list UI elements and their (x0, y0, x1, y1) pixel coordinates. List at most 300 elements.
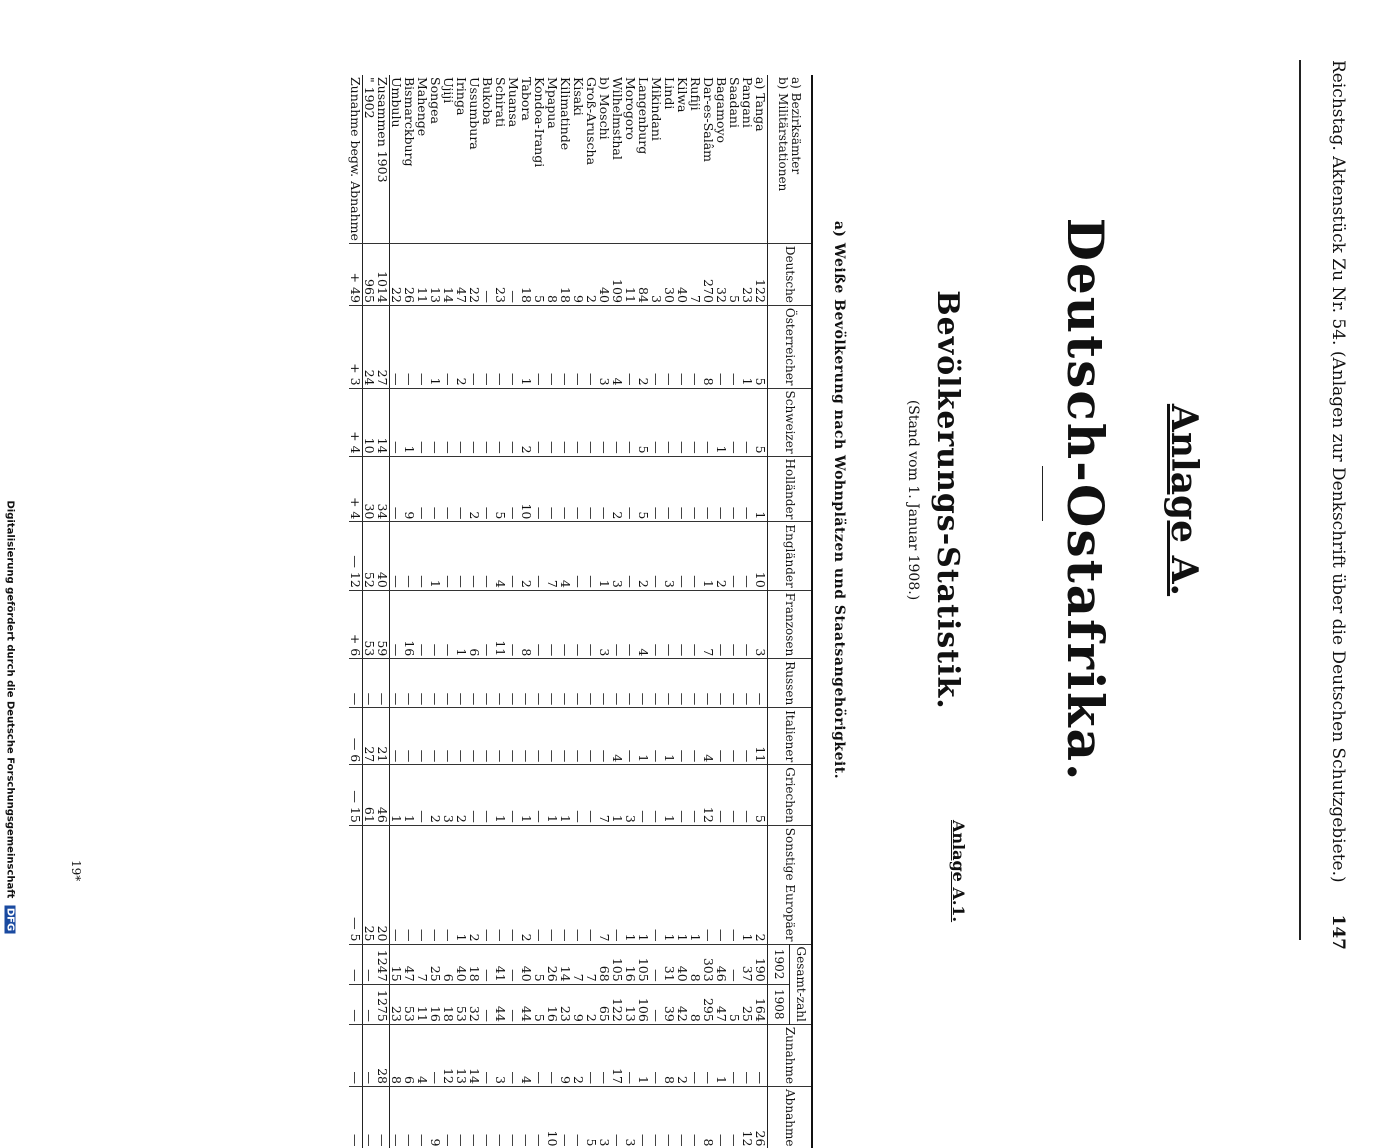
table-cell: — (572, 825, 585, 944)
table-cell: — (390, 456, 404, 522)
table-cell: 44 (494, 984, 507, 1024)
table-cell: — (572, 590, 585, 658)
table-cell: 7 (598, 825, 611, 944)
table-cell: 5 (637, 456, 650, 522)
table-cell: — (715, 305, 728, 388)
table-cell: 2 (429, 765, 442, 826)
table-cell: 40 (520, 944, 533, 984)
table-cell: 3 (442, 765, 455, 826)
table-cell: + 4 (349, 388, 363, 456)
table-cell: 2 (468, 456, 481, 522)
district-name: Saadani (728, 75, 741, 243)
table-cell: 3 (624, 1087, 637, 1148)
table-cell: 24 (363, 305, 377, 388)
table-cell: — (507, 522, 520, 590)
table-cell: — (572, 522, 585, 590)
table-cell: — (572, 708, 585, 765)
table-cell: — (507, 456, 520, 522)
table-cell: — (702, 388, 715, 456)
table-cell: — (637, 659, 650, 708)
table-cell: — (403, 305, 416, 388)
col-abnahme: Abnahme (768, 1087, 813, 1148)
anlage-a-title: Anlage A. (1163, 0, 1205, 1000)
table-cell: — (533, 456, 546, 522)
table-cell: — (455, 388, 468, 456)
district-name: b) Moschi (598, 75, 611, 243)
table-cell: — (676, 708, 689, 765)
table-cell: 1 (611, 765, 624, 826)
table-cell: 1 (663, 765, 676, 826)
table-cell: 53 (455, 984, 468, 1024)
district-name: Mahenge (416, 75, 429, 243)
table-cell: — (624, 1024, 637, 1086)
table-cell: 2 (676, 1024, 689, 1086)
table-cell: 1 (559, 765, 572, 826)
table-cell: — (741, 1024, 754, 1086)
table-cell: — (689, 1024, 702, 1086)
table-cell: — (507, 388, 520, 456)
table-cell: — (533, 388, 546, 456)
table-cell: — (507, 243, 520, 305)
table-row (533, 75, 546, 1148)
table-cell: — (494, 708, 507, 765)
table-cell: — (689, 305, 702, 388)
table-cell: — (546, 305, 559, 388)
table-cell: — (363, 1024, 377, 1086)
table-cell: 46 (715, 944, 728, 984)
table-row (611, 75, 624, 1148)
table-cell: — (663, 590, 676, 658)
table-cell: 12 (741, 1087, 754, 1148)
table-cell: — (741, 708, 754, 765)
table-row (520, 75, 533, 1148)
table-cell: — (429, 825, 442, 944)
table-cell: 13 (624, 984, 637, 1024)
header-rule (1299, 60, 1301, 940)
table-cell: 9 (572, 984, 585, 1024)
table-cell: 23 (494, 243, 507, 305)
table-cell: — (349, 1087, 363, 1148)
table-header-row (790, 75, 813, 1148)
table-cell: — (533, 825, 546, 944)
table-cell: — (689, 765, 702, 826)
table-cell: — (442, 590, 455, 658)
table-cell: 5 (728, 984, 741, 1024)
col-sonstige: Sonstige Europäer (768, 825, 813, 944)
table-cell: 7 (416, 944, 429, 984)
table-cell: — (455, 456, 468, 522)
table-cell: — (715, 708, 728, 765)
table-cell: — (390, 522, 404, 590)
table-cell: — (403, 659, 416, 708)
col-englaender: Engländer (768, 522, 813, 590)
table-cell: — (468, 659, 481, 708)
table-row (754, 75, 768, 1148)
district-name: Bismarckburg (403, 75, 416, 243)
table-cell: — (494, 388, 507, 456)
table-cell: — (728, 305, 741, 388)
table-cell: 8 (689, 944, 702, 984)
table-cell: 41 (494, 944, 507, 984)
district-name: Kilwa (676, 75, 689, 243)
table-cell: 13 (455, 1024, 468, 1086)
table-row (637, 75, 650, 1148)
district-name: Kilimatinde (559, 75, 572, 243)
table-row (559, 75, 572, 1148)
table-row (572, 75, 585, 1148)
table-cell: — (559, 590, 572, 658)
table-cell: 5 (754, 388, 768, 456)
table-cell: — (507, 1024, 520, 1086)
table-cell: 1247 (376, 944, 390, 984)
table-cell: 105 (637, 944, 650, 984)
table-cell: — (494, 1087, 507, 1148)
table-cell: 7 (689, 243, 702, 305)
table-cell: 32 (468, 984, 481, 1024)
table-cell: — (676, 590, 689, 658)
district-name: Lindi (663, 75, 676, 243)
table-cell: 1 (702, 522, 715, 590)
table-cell: — (507, 708, 520, 765)
table-cell: — (598, 659, 611, 708)
table-cell: 65 (598, 984, 611, 1024)
table-cell: — (559, 659, 572, 708)
table-cell: 40 (455, 944, 468, 984)
table-cell: 2 (520, 522, 533, 590)
table-cell: — (624, 388, 637, 456)
table-cell: 4 (416, 1024, 429, 1086)
table-row (376, 75, 390, 1148)
table-cell: — (416, 825, 429, 944)
table-cell: — (520, 1087, 533, 1148)
table-cell: 5 (533, 984, 546, 1024)
dfg-logo: DFG (5, 906, 16, 933)
table-cell: 9 (403, 456, 416, 522)
table-cell: — (481, 522, 494, 590)
table-cell: — (559, 708, 572, 765)
table-cell: 3 (624, 765, 637, 826)
table-cell: 22 (390, 243, 404, 305)
table-cell: 4 (559, 522, 572, 590)
table-cell: 40 (376, 522, 390, 590)
district-name: Wilhelmsthal (611, 75, 624, 243)
table-cell: — (585, 659, 598, 708)
table-cell: 68 (598, 944, 611, 984)
table-cell: — (390, 388, 404, 456)
table-cell: — (363, 659, 377, 708)
table-cell: — 5 (349, 825, 363, 944)
table-cell: — (585, 590, 598, 658)
table-cell: — (468, 708, 481, 765)
table-cell: 2 (611, 456, 624, 522)
table-cell: 9 (572, 243, 585, 305)
district-name: Langenburg (637, 75, 650, 243)
district-name: Rufiji (689, 75, 702, 243)
table-cell: 1 (624, 825, 637, 944)
table-cell: — (559, 305, 572, 388)
table-cell: 4 (611, 708, 624, 765)
table-cell: 5 (637, 388, 650, 456)
table-cell: — 12 (349, 522, 363, 590)
running-header-text: Reichstag. Aktenstück Zu Nr. 54. (Anlagen zur Denkschrift über die Deutschen Schutzgebiete.) (1328, 60, 1348, 883)
table-cell: 965 (363, 243, 377, 305)
table-cell: 16 (624, 944, 637, 984)
table-cell: 1 (741, 825, 754, 944)
table-cell: 44 (520, 984, 533, 1024)
table-cell: — (715, 765, 728, 826)
table-cell: — (650, 456, 663, 522)
table-cell: — (533, 659, 546, 708)
table-cell: — (559, 1087, 572, 1148)
table-row (715, 75, 728, 1148)
table-cell: 37 (741, 944, 754, 984)
col-griechen: Griechen (768, 765, 813, 826)
table-cell: — (416, 590, 429, 658)
table-cell: 5 (754, 305, 768, 388)
table-cell: 23 (559, 984, 572, 1024)
col-oesterreicher: Österreicher (768, 305, 813, 388)
table-cell: — (728, 456, 741, 522)
col-franzosen: Franzosen (768, 590, 813, 658)
table-cell: 105 (611, 944, 624, 984)
table-cell: 106 (637, 984, 650, 1024)
table-cell: — (598, 456, 611, 522)
table-cell: 42 (676, 984, 689, 1024)
table-cell: 5 (533, 243, 546, 305)
table-cell: — (702, 1024, 715, 1086)
district-name: Bagamoyo (715, 75, 728, 243)
table-cell: 1 (689, 825, 702, 944)
table-cell: — (689, 708, 702, 765)
table-cell: — (507, 305, 520, 388)
col-schweizer: Schweizer (768, 388, 813, 456)
table-cell: 5 (728, 243, 741, 305)
table-cell: — (481, 590, 494, 658)
table-cell: — (481, 765, 494, 826)
table-cell: — (416, 765, 429, 826)
table-cell: 61 (363, 765, 377, 826)
table-cell: — (624, 305, 637, 388)
table-cell: 190 (754, 944, 768, 984)
table-row (403, 75, 416, 1148)
table-cell: — (390, 825, 404, 944)
table-cell: — (559, 456, 572, 522)
table-cell: 25 (429, 944, 442, 984)
anlage-reference: Anlage A.1. (949, 820, 968, 922)
table-cell: 4 (611, 305, 624, 388)
table-cell: — (533, 590, 546, 658)
table-cell: 8 (520, 590, 533, 658)
table-cell: 53 (403, 984, 416, 1024)
table-cell: 22 (468, 243, 481, 305)
table-cell: — (468, 305, 481, 388)
table-cell: — (507, 825, 520, 944)
district-name: Iringa (455, 75, 468, 243)
table-cell: 2 (585, 243, 598, 305)
table-cell: 10 (546, 1087, 559, 1148)
table-cell: 2 (637, 305, 650, 388)
district-name: Zunahme begw. Abnahme (349, 75, 363, 243)
table-cell: — (442, 456, 455, 522)
table-row (585, 75, 598, 1148)
table-cell: — (520, 708, 533, 765)
table-cell: + 3 (349, 305, 363, 388)
table-cell: 2 (715, 522, 728, 590)
statistik-title: Bevölkerungs-Statistik. (930, 0, 965, 1000)
table-cell: 40 (598, 243, 611, 305)
table-cell: — (676, 456, 689, 522)
table-cell: — (572, 1087, 585, 1148)
table-cell: — (663, 1087, 676, 1148)
table-cell: 11 (494, 590, 507, 658)
table-cell: — (481, 243, 494, 305)
table-cell: 6 (442, 944, 455, 984)
table-cell: — (728, 708, 741, 765)
table-cell: — (585, 765, 598, 826)
table-cell: 1 (403, 388, 416, 456)
table-cell: 4 (494, 522, 507, 590)
table-cell: — (572, 659, 585, 708)
table-cell: 15 (390, 944, 404, 984)
district-name: Morogoro (624, 75, 637, 243)
table-cell: — (585, 305, 598, 388)
table-cell: — (715, 659, 728, 708)
table-cell: — (702, 456, 715, 522)
table-cell: — (533, 305, 546, 388)
table-cell: — (416, 522, 429, 590)
table-cell: 23 (741, 243, 754, 305)
table-cell: — (533, 1024, 546, 1086)
table-cell: — (650, 765, 663, 826)
table-cell: — (507, 1087, 520, 1148)
table-cell: 1 (390, 765, 404, 826)
table-cell: — (363, 984, 377, 1024)
table-cell: — (481, 388, 494, 456)
district-name: Kondoa-Irangi (533, 75, 546, 243)
table-cell: — (376, 659, 390, 708)
table-cell: 18 (442, 984, 455, 1024)
table-cell: 10 (363, 388, 377, 456)
table-cell: — (663, 388, 676, 456)
table-cell: 1275 (376, 984, 390, 1024)
table-cell: — (728, 659, 741, 708)
table-cell: — 6 (349, 708, 363, 765)
table-cell: — (585, 825, 598, 944)
table-cell: 11 (624, 243, 637, 305)
table-cell: — (442, 825, 455, 944)
table-cell: — (572, 456, 585, 522)
col-1902: 1902 (768, 944, 790, 984)
table-cell: 3 (494, 1024, 507, 1086)
table-cell: — (624, 659, 637, 708)
table-cell: 1 (676, 825, 689, 944)
table-cell: — (416, 708, 429, 765)
table-cell: 303 (702, 944, 715, 984)
table-cell: — (650, 305, 663, 388)
running-header (1328, 60, 1348, 950)
table-cell: 3 (598, 1087, 611, 1148)
table-row (598, 75, 611, 1148)
table-cell: 5 (494, 456, 507, 522)
table-cell: — (611, 659, 624, 708)
table-cell: 17 (611, 1024, 624, 1086)
table-cell: 8 (390, 1024, 404, 1086)
table-cell: 122 (754, 243, 768, 305)
table-cell: — (728, 1024, 741, 1086)
table-cell: 1 (663, 825, 676, 944)
district-name: Muansa (507, 75, 520, 243)
table-cell: 47 (455, 243, 468, 305)
page-footnote: 19* (69, 860, 83, 881)
col-hollaender: Holländer (768, 456, 813, 522)
district-name: Mpapua (546, 75, 559, 243)
table-cell: 34 (376, 456, 390, 522)
table-cell: — (715, 456, 728, 522)
district-name: Tabora (520, 75, 533, 243)
region-title: Deutsch-Ostafrika. (1056, 0, 1115, 1000)
table-cell: 1 (403, 765, 416, 826)
table-cell: — (741, 659, 754, 708)
table-cell: 47 (715, 984, 728, 1024)
table-cell: 164 (754, 984, 768, 1024)
table-cell: 18 (468, 944, 481, 984)
col-1908: 1908 (768, 984, 790, 1024)
table-cell: 9 (559, 1024, 572, 1086)
table-cell: — (572, 388, 585, 456)
table-row (468, 75, 481, 1148)
table-row (390, 75, 404, 1148)
table-cell: 52 (363, 522, 377, 590)
table-cell: 7 (598, 765, 611, 826)
table-cell: 3 (598, 590, 611, 658)
table-cell: 2 (520, 388, 533, 456)
table-cell: 9 (429, 1087, 442, 1148)
col-gesamtzahl: Gesamt-zahl (790, 944, 813, 1024)
table-cell: 3 (754, 590, 768, 658)
table-cell: 30 (663, 243, 676, 305)
table-cell: 122 (611, 984, 624, 1024)
table-cell: — (546, 1024, 559, 1086)
table-cell: 25 (363, 825, 377, 944)
table-cell: — (481, 708, 494, 765)
table-cell: 3 (611, 522, 624, 590)
table-cell: — (715, 825, 728, 944)
table-cell: 1 (715, 388, 728, 456)
table-row (741, 75, 754, 1148)
table-cell: — (481, 1024, 494, 1086)
table-cell: — (349, 659, 363, 708)
table-cell: 39 (663, 984, 676, 1024)
table-cell: — (611, 1087, 624, 1148)
table-cell: 26 (754, 1087, 768, 1148)
table-cell: 8 (663, 1024, 676, 1086)
district-name: Dar-es-Salâm (702, 75, 715, 243)
table-row (507, 75, 520, 1148)
table-cell: 14 (442, 243, 455, 305)
table-cell: 1 (663, 708, 676, 765)
table-cell: — (650, 659, 663, 708)
table-cell: + 4 (349, 456, 363, 522)
table-cell: 5 (754, 765, 768, 826)
table-cell: — (546, 659, 559, 708)
table-cell: 84 (637, 243, 650, 305)
table-cell: — (481, 659, 494, 708)
table-cell: — (585, 456, 598, 522)
table-cell: 47 (403, 944, 416, 984)
table-cell: — (455, 1087, 468, 1148)
table-cell: — (533, 708, 546, 765)
table-cell: — (637, 1087, 650, 1148)
